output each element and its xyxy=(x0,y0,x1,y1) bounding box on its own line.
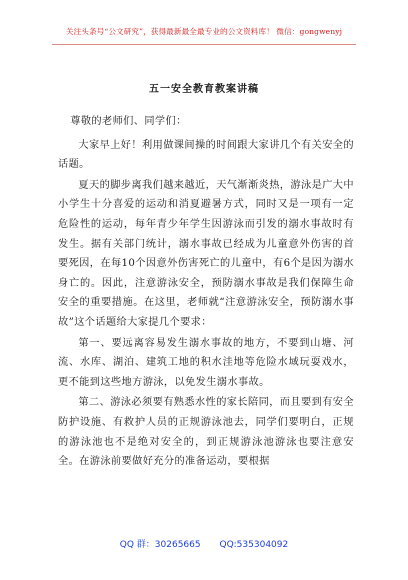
header-banner: 关注头条号“公文研究”，获得最新最全最专业的公文资料库！ 微信：gongwenyj xyxy=(65,27,343,36)
paragraph-2: 夏天的脚步离我们越来越近，天气渐渐炎热，游泳是广大中小学生十分喜爱的运动和消夏避暑方式，同时又是一项有一定危险性的运动，每年青少年学生因游泳而引发的溺水事故时有发生。据有关部门统计，溺水事故已经成为儿童意外伤害的首要死因，在每10个因意外伤害死亡的儿童中，有6个是因为溺水身亡的。因此，注意游泳安全，预防溺水事故是我们保障生命安全的重要措施。在这里，老师就“注意游泳安全，预防溺水事故”这个话题给大家提几个要求： xyxy=(58,179,354,328)
salutation: 尊敬的老师们、同学们： xyxy=(70,116,187,127)
document-body xyxy=(58,112,354,473)
paragraph-4: 第二、游泳必须要有熟悉水性的家长陪同，而且要到有安全防护设施、有救护人员的正规游泳池去，同学们要明白，正规的游泳池也不是绝对安全的，到正规游泳池游泳也要注意安全。在游泳前要做好充分的准备运动，要根据 xyxy=(58,397,354,468)
paragraph-1: 大家早上好！利用做课间操的时间跟大家讲几个有关安全的话题。 xyxy=(58,139,354,171)
paragraph-3: 第一、要远离容易发生溺水事故的地方，不要到山塘、河流、水库、湖泊、建筑工地的积水洼地等危险水域玩耍戏水，更不能到这些地方游泳，以免发生溺水事故。 xyxy=(58,337,354,388)
footer-qq-group: QQ 群：30265665 xyxy=(119,540,201,550)
footer-qq: QQ:535304092 xyxy=(219,540,289,550)
footer-contact xyxy=(0,537,408,550)
header-divider xyxy=(52,44,356,45)
page-title: 五一安全教育教案讲稿 xyxy=(149,84,259,95)
